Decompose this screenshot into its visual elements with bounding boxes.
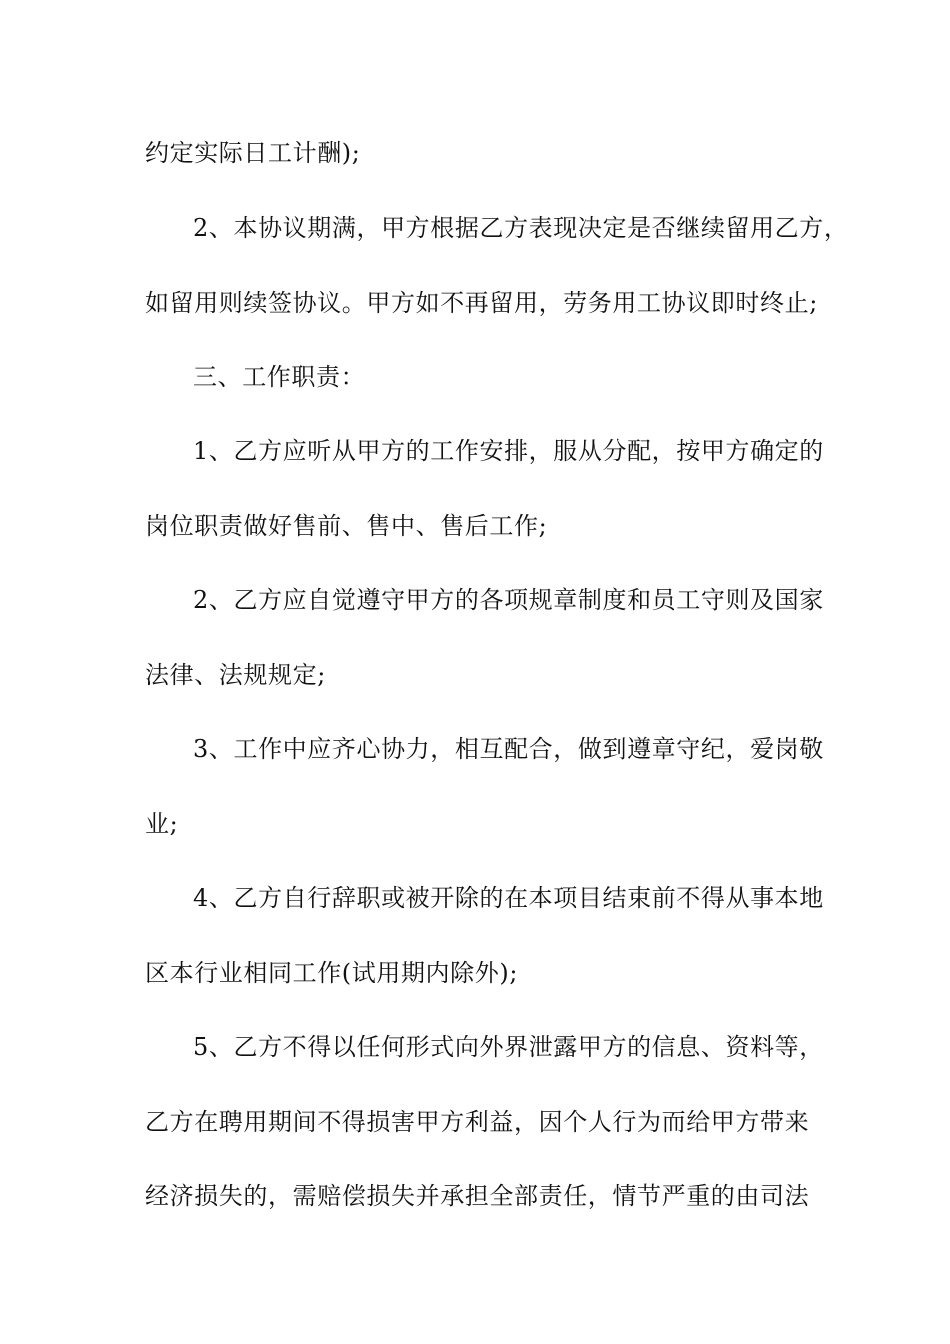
- text-line: 3、工作中应齐心协力，相互配合，做到遵章守纪，爱岗敬: [193, 735, 824, 763]
- text-line: 岗位职责做好售前、售中、售后工作;: [145, 512, 548, 540]
- section-heading: 三、工作职责：: [193, 363, 366, 391]
- text-line: 2、本协议期满，甲方根据乙方表现决定是否继续留用乙方，: [193, 214, 849, 242]
- text-line: 5、乙方不得以任何形式向外界泄露甲方的信息、资料等，: [193, 1033, 824, 1061]
- text-line: 区本行业相同工作(试用期内除外);: [145, 959, 519, 987]
- text-line: 4、乙方自行辞职或被开除的在本项目结束前不得从事本地: [193, 884, 824, 912]
- text-line: 1、乙方应听从甲方的工作安排，服从分配，按甲方确定的: [193, 437, 824, 465]
- text-line: 业;: [145, 810, 179, 838]
- text-line: 如留用则续签协议。甲方如不再留用，劳务用工协议即时终止;: [145, 289, 818, 317]
- text-line: 约定实际日工计酬);: [145, 139, 361, 167]
- text-line: 2、乙方应自觉遵守甲方的各项规章制度和员工守则及国家: [193, 586, 824, 614]
- text-line: 乙方在聘用期间不得损害甲方利益，因个人行为而给甲方带来: [145, 1108, 810, 1136]
- text-line: 法律、法规规定;: [145, 661, 326, 689]
- text-line: 经济损失的，需赔偿损失并承担全部责任，情节严重的由司法: [145, 1182, 810, 1210]
